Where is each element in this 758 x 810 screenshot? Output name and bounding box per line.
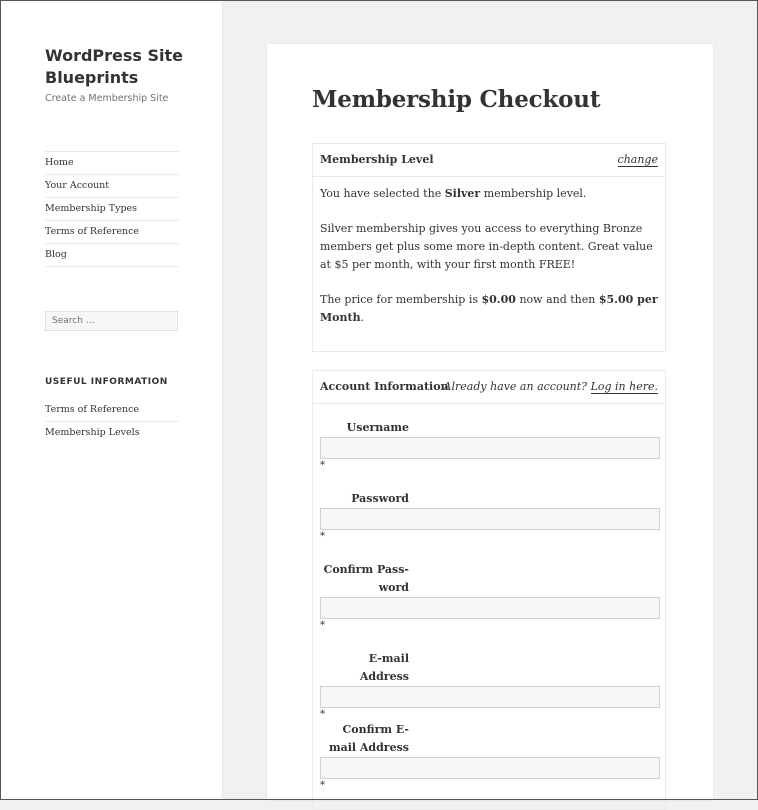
price-recurring: $5.00 per Month bbox=[320, 293, 658, 324]
login-prompt: Already have an account? Log in here. bbox=[443, 380, 658, 393]
sidebar bbox=[1, 1, 223, 799]
password-field-group bbox=[320, 490, 660, 544]
selected-level-text: You have selected the Silver membership level. bbox=[320, 187, 587, 200]
username-label: Username bbox=[346, 421, 409, 434]
confirm-password-input[interactable] bbox=[320, 597, 660, 619]
content-card bbox=[267, 44, 713, 800]
nav-item-home[interactable]: Home bbox=[45, 152, 179, 175]
required-marker: * bbox=[320, 780, 325, 791]
required-marker: * bbox=[320, 460, 325, 471]
confirm-password-field-group bbox=[320, 561, 660, 633]
membership-level-header bbox=[313, 144, 665, 177]
login-link[interactable]: Log in here. bbox=[590, 380, 658, 393]
page-title: Membership Checkout bbox=[312, 86, 601, 113]
email-field-group bbox=[320, 650, 660, 722]
main-navigation bbox=[45, 151, 179, 267]
nav-item-membership-types[interactable]: Membership Types bbox=[45, 198, 179, 221]
site-description: Create a Membership Site bbox=[45, 93, 169, 104]
username-field-group bbox=[320, 419, 660, 473]
password-input[interactable] bbox=[320, 508, 660, 530]
membership-level-title: Membership Level bbox=[320, 153, 434, 166]
account-information-box bbox=[312, 370, 666, 810]
account-information-title: Account Information bbox=[320, 380, 449, 393]
confirm-email-field-group bbox=[320, 721, 660, 793]
required-marker: * bbox=[320, 620, 325, 631]
confirm-password-label: Confirm Pass- word bbox=[323, 563, 409, 594]
required-marker: * bbox=[320, 709, 325, 720]
membership-level-body bbox=[313, 177, 665, 335]
username-input[interactable] bbox=[320, 437, 660, 459]
selected-level-name: Silver bbox=[444, 187, 481, 200]
search-input[interactable]: Search … bbox=[45, 311, 178, 331]
price-now: $0.00 bbox=[481, 293, 516, 306]
confirm-email-label: Confirm E-mail Address bbox=[328, 723, 409, 754]
widget-item-terms-of-reference[interactable]: Terms of Reference bbox=[45, 399, 179, 422]
confirm-email-input[interactable] bbox=[320, 757, 660, 779]
required-marker: * bbox=[320, 531, 325, 542]
widget-title: USEFUL INFORMATION bbox=[45, 377, 168, 387]
price-text: The price for membership is $0.00 now and then $5.00 per Month. bbox=[320, 293, 658, 324]
widget-item-membership-levels[interactable]: Membership Levels bbox=[45, 427, 140, 438]
account-information-header bbox=[313, 371, 665, 404]
change-level-link[interactable]: change bbox=[617, 153, 658, 166]
email-input[interactable] bbox=[320, 686, 660, 708]
widget-list bbox=[45, 399, 179, 444]
nav-item-blog[interactable]: Blog bbox=[45, 244, 179, 267]
site-title[interactable]: WordPress Site Blueprints bbox=[45, 46, 184, 87]
nav-item-your-account[interactable]: Your Account bbox=[45, 175, 179, 198]
password-label: Password bbox=[351, 492, 409, 505]
membership-level-box bbox=[312, 143, 666, 352]
email-label: E-mail Address bbox=[359, 652, 409, 683]
level-description: Silver membership gives you access to everything Bronze members get plus some more in-depth content. Great value at $5 per month, with your first month FREE! bbox=[320, 222, 653, 271]
nav-item-terms-of-reference[interactable]: Terms of Reference bbox=[45, 221, 179, 244]
